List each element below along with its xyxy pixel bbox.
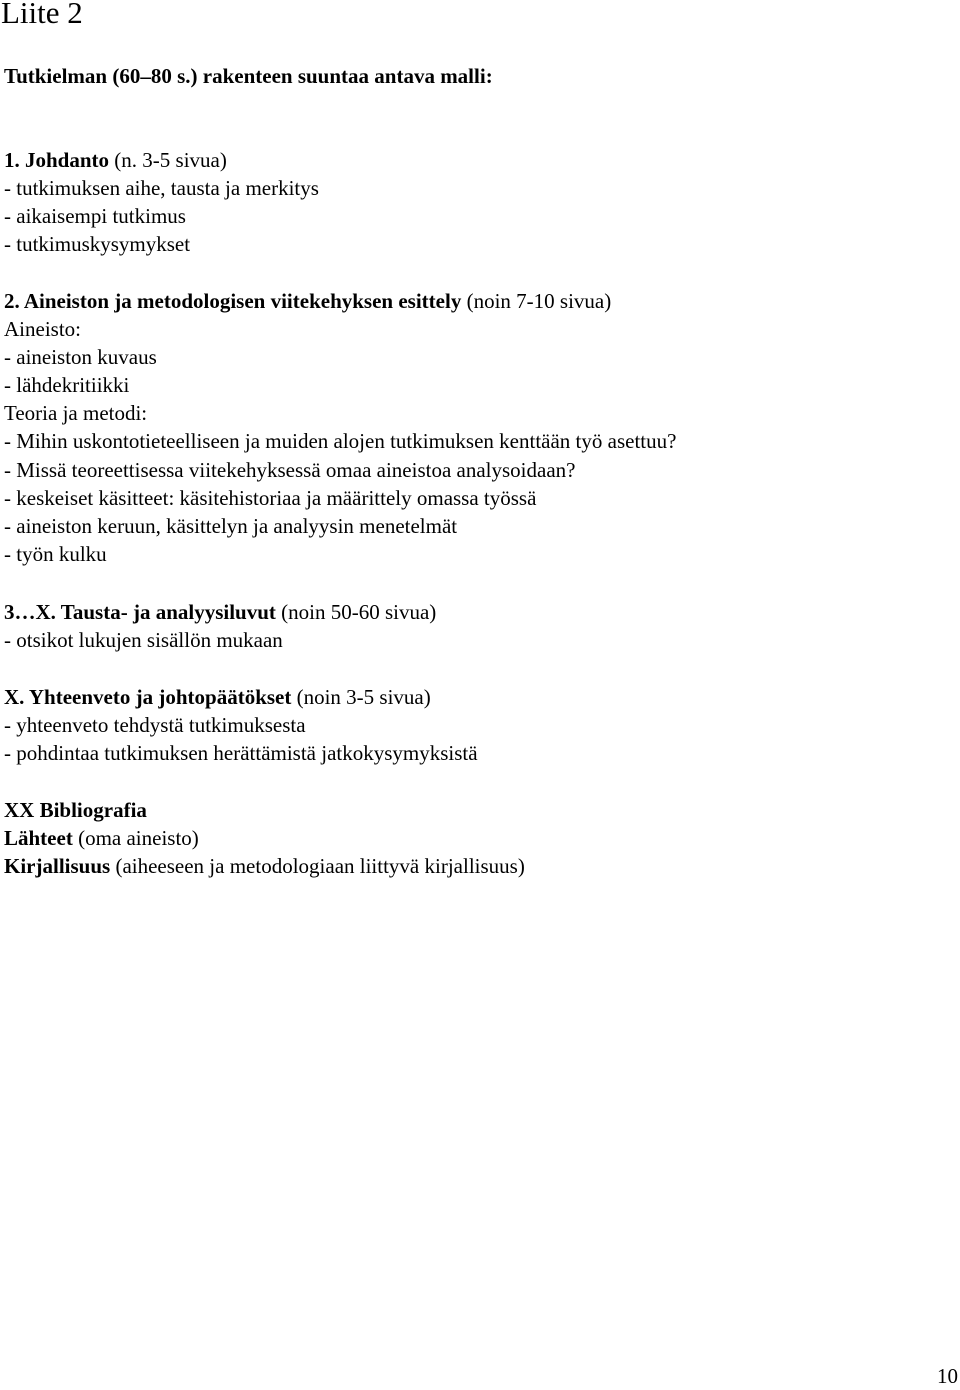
section-2-heading: 2. Aineiston ja metodologisen viitekehyksen esittely [4, 289, 462, 313]
section-1-note: (n. 3-5 sivua) [109, 148, 227, 172]
section-4-item: - pohdintaa tutkimuksen herättämistä jatkokysymyksistä [4, 741, 478, 765]
section-1-heading: 1. Johdanto [4, 148, 110, 172]
aineisto-label: Aineisto: [4, 317, 81, 341]
kirjallisuus-note: (aiheeseen ja metodologiaan liittyvä kirjallisuus) [110, 854, 525, 878]
kirjallisuus-line [4, 852, 525, 880]
section-4-note: (noin 3-5 sivua) [291, 685, 431, 709]
teoria-label: Teoria ja metodi: [4, 401, 148, 425]
section-3-heading-line [4, 598, 436, 626]
section-3-heading: 3…X. Tausta- ja analyysiluvut [4, 600, 276, 624]
section-4-heading-line [4, 683, 431, 711]
document-subtitle: Tutkielman (60–80 s.) rakenteen suuntaa antava malli: [4, 64, 493, 88]
aineisto-item: - aineiston kuvaus [4, 345, 157, 369]
teoria-item: - Missä teoreettisessa viitekehyksessä omaa aineistoa analysoidaan? [4, 458, 576, 482]
bibliography-heading: XX Bibliografia [4, 798, 147, 822]
section-4-item: - yhteenveto tehdystä tutkimuksesta [4, 713, 306, 737]
lahteet-label: Lähteet [4, 826, 73, 850]
section-3-note: (noin 50-60 sivua) [275, 600, 437, 624]
lahteet-line [4, 824, 199, 852]
section-4-heading: X. Yhteenveto ja johtopäätökset [4, 685, 292, 709]
bibliography-heading-line [4, 796, 147, 824]
section-1-item: - aikaisempi tutkimus [4, 204, 186, 228]
kirjallisuus-label: Kirjallisuus [4, 854, 111, 878]
section-3-item: - otsikot lukujen sisällön mukaan [4, 628, 283, 652]
section-2-note: (noin 7-10 sivua) [461, 289, 612, 313]
page-title: Liite 2 [1, 0, 83, 30]
section-2-heading-line [4, 287, 611, 315]
section-1-item: - tutkimuskysymykset [4, 232, 191, 256]
teoria-item: - keskeiset käsitteet: käsitehistoriaa ja määrittely omassa työssä [4, 486, 537, 510]
section-1-heading-line [4, 146, 227, 174]
teoria-item: - työn kulku [4, 542, 107, 566]
teoria-item: - Mihin uskontotieteelliseen ja muiden alojen tutkimuksen kenttään työ asettuu? [4, 429, 677, 453]
section-1-item: - tutkimuksen aihe, tausta ja merkitys [4, 176, 319, 200]
page-number: 10 [937, 1364, 958, 1388]
teoria-item: - aineiston keruun, käsittelyn ja analyysin menetelmät [4, 514, 458, 538]
lahteet-note: (oma aineisto) [72, 826, 199, 850]
aineisto-item: - lähdekritiikki [4, 373, 130, 397]
